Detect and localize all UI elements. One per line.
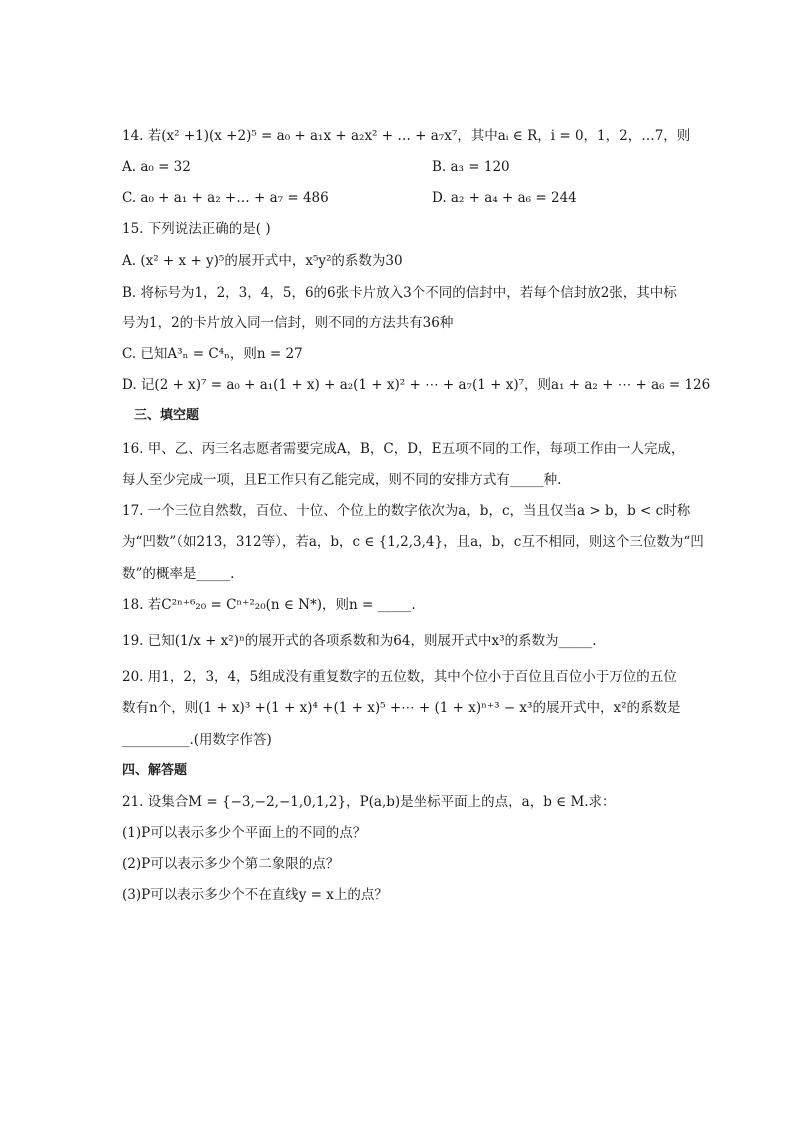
q16-line2: 每人至少完成一项，且E工作只有乙能完成，则不同的安排方式有_____种. xyxy=(122,472,562,488)
q14-option-c: C. a₀ + a₁ + a₂ +… + a₇ = 486 xyxy=(122,190,329,206)
q14-option-d: D. a₂ + a₄ + a₆ = 244 xyxy=(432,190,577,206)
q20-line3: __________.(用数字作答) xyxy=(122,732,272,748)
section-heading-fill-in: 三、填空题 xyxy=(134,408,200,423)
q15-option-d: D. 记(2 + x)⁷ = a₀ + a₁(1 + x) + a₂(1 + x)² + ⋯ + a₇(1 + x)⁷，则a₁ + a₂ + ⋯ + a₆ = 126 xyxy=(122,377,711,393)
q17-line2: 为“凹数”（如213，312等），若a，b，c ∈ {1,2,3,4}，且a，b，c互不相同，则这个三位数为“凹 xyxy=(122,534,704,550)
q20-line2: 数有n个，则(1 + x)³ +(1 + x)⁴ +(1 + x)⁵ +⋯ + (1 + x)ⁿ⁺³ − x³的展开式中，x²的系数是 xyxy=(122,700,681,716)
q17-line3: 数”的概率是_____. xyxy=(122,566,235,582)
q21-part1: (1)P可以表示多少个平面上的不同的点？ xyxy=(122,825,367,841)
q14-stem: 14. 若(x² +1)(x +2)⁵ = a₀ + a₁x + a₂x² + … + a₇x⁷，其中aᵢ ∈ R，i = 0，1，2，…7，则 xyxy=(122,128,691,144)
q19: 19. 已知(1/x + x²)ⁿ的展开式的各项系数和为64，则展开式中x³的系数为_____. xyxy=(122,633,597,649)
q16-line1: 16. 甲、乙、丙三名志愿者需要完成A，B，C，D，E五项不同的工作，每项工作由一人完成， xyxy=(122,441,685,457)
q14-option-b: B. a₃ = 120 xyxy=(432,159,510,175)
q14-option-a: A. a₀ = 32 xyxy=(122,159,191,175)
q20-line1: 20. 用1，2，3，4，5组成没有重复数字的五位数，其中个位小于百位且百位小于万位的五位 xyxy=(122,669,677,685)
section-heading-answer: 四、解答题 xyxy=(122,763,188,778)
q15-stem: 15. 下列说法正确的是( ) xyxy=(122,221,271,237)
q21-stem: 21. 设集合M = {−3,−2,−1,0,1,2}，P(a,b)是坐标平面上的点，a，b ∈ M.求： xyxy=(122,794,616,810)
q15-option-a: A. (x² + x + y)⁵的展开式中，x⁵y²的系数为30 xyxy=(122,253,403,269)
q15-option-c: C. 已知A³ₙ = C⁴ₙ，则n = 27 xyxy=(122,346,303,362)
q15-option-b-line2: 号为1，2的卡片放入同一信封，则不同的方法共有36种 xyxy=(122,315,454,331)
q21-part2: (2)P可以表示多少个第二象限的点？ xyxy=(122,856,340,872)
q21-part3: (3)P可以表示多少个不在直线y = x上的点？ xyxy=(122,887,388,903)
q18: 18. 若C²ⁿ⁺⁶₂₀ = Cⁿ⁺²₂₀(n ∈ N*)，则n = _____. xyxy=(122,597,416,613)
q15-option-b-line1: B. 将标号为1，2，3，4，5，6的6张卡片放入3个不同的信封中，若每个信封放2张，其中标 xyxy=(122,285,677,301)
q17-line1: 17. 一个三位自然数，百位、十位、个位上的数字依次为a，b，c，当且仅当a > b，b < c时称 xyxy=(122,503,691,519)
